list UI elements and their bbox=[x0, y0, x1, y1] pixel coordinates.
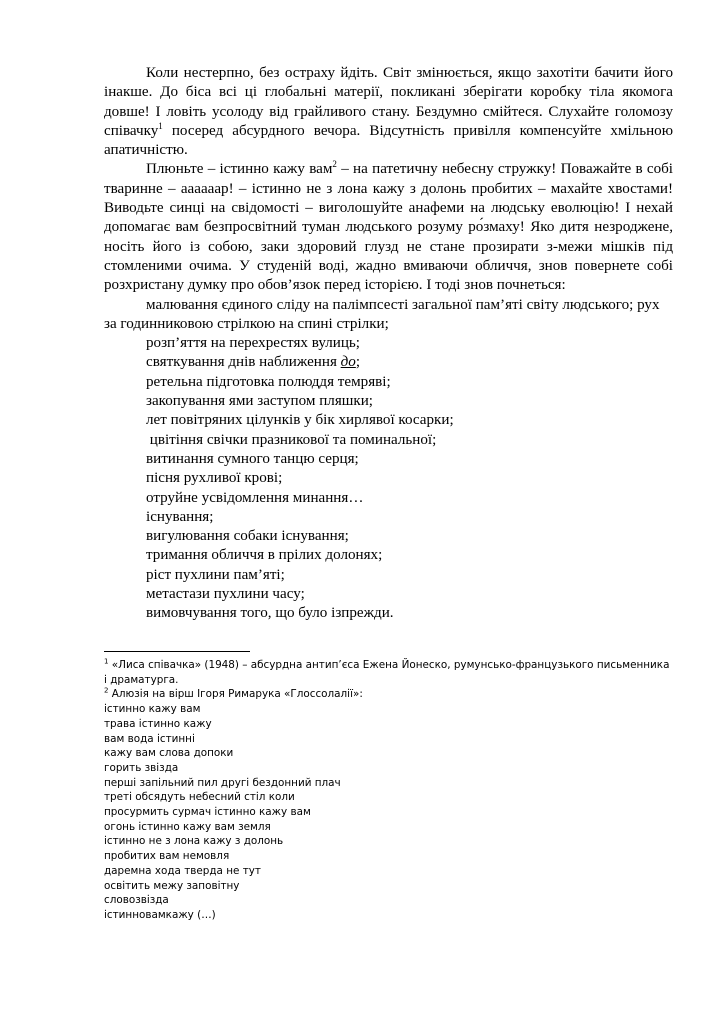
footnote-1 bbox=[104, 658, 673, 687]
verse-line: тримання обличчя в прілих долонях; bbox=[146, 547, 383, 564]
verse-line: ретельна підготовка полюддя темряві; bbox=[146, 373, 391, 390]
paragraph-1-text-cont: посеред абсурдного вечора. Відсутність привілля компенсуйте хмільною апатичністю. bbox=[104, 122, 673, 159]
poem-line: треті обсядуть небесний стіл коли bbox=[104, 791, 295, 804]
paragraph-1 bbox=[104, 64, 673, 160]
footnote-separator bbox=[104, 651, 250, 652]
emphasis-word: до bbox=[340, 354, 356, 371]
poem-line: вам вода істинні bbox=[104, 732, 195, 745]
footnote-1-text: «Лиса співачка» (1948) – абсурдна антип’єса Ежена Йонеско, румунсько-французького письменника і драматурга. bbox=[104, 659, 670, 686]
verse-line: отруйне усвідомлення минання… bbox=[146, 489, 364, 506]
footnote-2-text: Алюзія на вірш Ігоря Римарука «Глоссолалії»: bbox=[108, 688, 363, 701]
poem-line: істинновамкажу (…) bbox=[104, 908, 216, 921]
poem-line: істинно кажу вам bbox=[104, 703, 201, 716]
poem-line: словозвізда bbox=[104, 894, 169, 907]
verse-list bbox=[104, 334, 673, 623]
poem-line: істинно не з лона кажу з долонь bbox=[104, 835, 284, 848]
verse-line: лет повітряних цілунків у бік хирлявої косарки; bbox=[146, 412, 454, 429]
footnote-2-mark: 2 bbox=[104, 686, 109, 695]
poem-line: освітить межу заповітну bbox=[104, 879, 240, 892]
verse-line: вигулювання собаки існування; bbox=[146, 528, 349, 545]
poem-line: огонь істинно кажу вам земля bbox=[104, 820, 271, 833]
poem-line: пробитих вам немовля bbox=[104, 850, 230, 863]
paragraph-2 bbox=[104, 160, 673, 295]
poem-line: кажу вам слова допоки bbox=[104, 747, 234, 760]
footnote-poem bbox=[104, 702, 673, 923]
verse-line: існування; bbox=[146, 508, 214, 525]
poem-line: перші запільний пил другі бездонний плач bbox=[104, 776, 341, 789]
verse-line: пісня рухливої крові; bbox=[146, 470, 283, 487]
verse-line: витинання сумного танцю серця; bbox=[146, 450, 359, 467]
footnote-2 bbox=[104, 687, 673, 702]
verse-intro: малювання єдиного сліду на палімпсесті загальної пам’яті світу людського; рух за годинниковою стрілкою на спині стрілки; bbox=[104, 296, 660, 332]
verse-line: метастази пухлини часу; bbox=[146, 586, 305, 603]
document-body bbox=[104, 64, 673, 624]
poem-line: даремна хода тверда не тут bbox=[104, 864, 261, 877]
poem-line: горить звізда bbox=[104, 761, 179, 774]
paragraph-1-text: Коли нестерпно, без остраху йдіть. Світ змінюється, якщо захотіти бачити його інакше. До біса всі ці глобальні матерії, покликані зберігати коробку тіла якомога довше! І ловіть усолоду від грайливого стану. Бездумно смійтеся. Слухайте голомозу співачку bbox=[104, 65, 673, 139]
verse-line: закопування ями заступом пляшки; bbox=[146, 393, 373, 410]
verse-line bbox=[104, 353, 673, 372]
footnote-ref-2[interactable]: 2 bbox=[332, 159, 337, 170]
verse-line: вимовчування того, що було ізпрежди. bbox=[146, 605, 394, 622]
verse-line-tail: ; bbox=[355, 354, 361, 371]
poem-line: трава істинно кажу bbox=[104, 717, 212, 730]
verse-line: цвітіння свічки празникової та поминальної; bbox=[146, 431, 437, 448]
paragraph-2-text-cont: – на патетичну небесну стружку! Поважайте в собі тваринне – аааааар! – істинно не з лона кажу з долонь пробитих – махайте хвостами! Виводьте синці на свідомості – виголошуйте анафеми на людську еволюцію! І нехай допомагає вам безпросвітний туман людського розуму ро́змаху! Яко дитя незроджене, носіть його із собою, заки здоровий глузд не стане прозирати з-межи мішків під стомленими очима. У студеній воді, жадно вмиваючи обличчя, знов повернете собі розхристану думку про обов’язок перед історією. І тоді знов почнеться: bbox=[104, 161, 673, 294]
footnotes bbox=[104, 651, 673, 923]
paragraph-2-text: Плюньте – істинно кажу вам bbox=[146, 161, 333, 178]
verse-line-text: святкування днів наближення bbox=[146, 354, 341, 371]
footnote-1-mark: 1 bbox=[104, 657, 109, 666]
verse-line: розп’яття на перехрестях вулиць; bbox=[146, 335, 360, 352]
verse-line: ріст пухлини пам’яті; bbox=[146, 566, 285, 583]
poem-line: просурмить сурмач істинно кажу вам bbox=[104, 806, 311, 819]
footnote-ref-1[interactable]: 1 bbox=[158, 120, 163, 131]
